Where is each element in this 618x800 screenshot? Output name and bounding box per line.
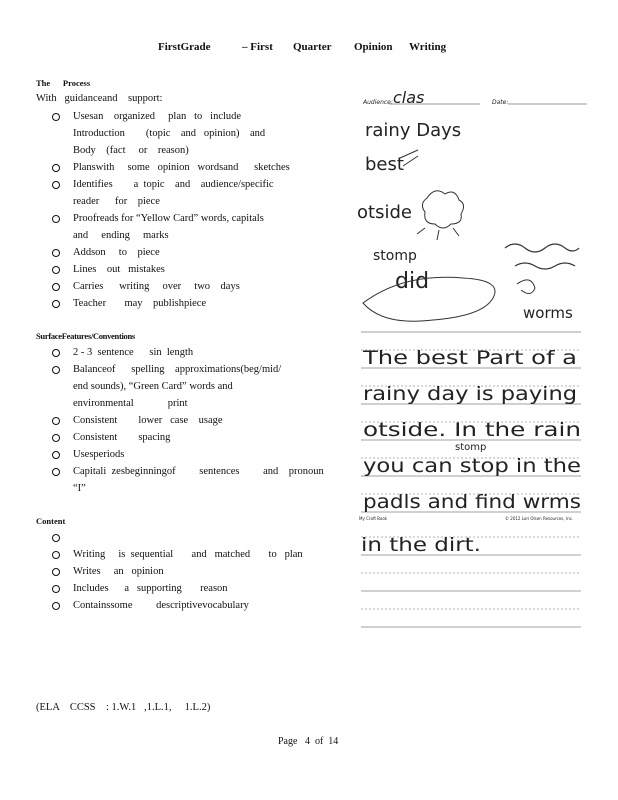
date-label: Date:	[492, 99, 509, 106]
checkbox-icon	[52, 551, 60, 559]
list-item: 2 - 3 sentence sin length	[52, 344, 332, 361]
checkbox-icon	[52, 534, 60, 542]
checkbox-icon	[52, 181, 60, 189]
title-part: – First	[242, 41, 273, 53]
content-list	[52, 529, 332, 614]
sentence-line: rainy day is paying	[363, 383, 577, 405]
sentence-line: padls and find wrms	[363, 491, 581, 513]
checkbox-icon	[52, 602, 60, 610]
writing-sample	[355, 88, 587, 633]
sentence-line: in the dirt.	[361, 534, 481, 556]
page-number: Page 4 of 14	[278, 736, 339, 747]
content-heading: Content	[36, 516, 66, 526]
worm-sketch	[517, 280, 535, 294]
checkbox-icon	[52, 417, 60, 425]
worm-sketch	[505, 244, 579, 252]
sun-doodle	[422, 191, 463, 228]
sketch-word: stomp	[373, 248, 417, 264]
title-part: Quarter	[293, 41, 332, 53]
writing-sample-drawing	[355, 88, 587, 633]
checkbox-icon	[52, 349, 60, 357]
sketch-word: worms	[523, 304, 573, 322]
checkbox-icon	[52, 300, 60, 308]
inserted-word: stomp	[455, 442, 487, 453]
checkbox-icon	[52, 585, 60, 593]
list-item: Containssome descriptivevocabulary	[52, 597, 332, 614]
checkbox-icon	[52, 451, 60, 459]
list-item: Usesperiods	[52, 446, 332, 463]
title-part: FirstGrade	[158, 41, 211, 53]
process-list	[52, 108, 332, 312]
audience-label: Audience:	[363, 99, 393, 106]
checkbox-icon	[52, 164, 60, 172]
list-item: Teacher may publishpiece	[52, 295, 332, 312]
title-part: Opinion	[354, 41, 393, 53]
topic-line: otside	[357, 202, 412, 223]
sheet-footer-left: My Craft Book	[359, 516, 388, 521]
list-item: Writing is sequential and matched to plan	[52, 546, 332, 563]
list-item: Consistent spacing	[52, 429, 332, 446]
list-item: Writes an opinion	[52, 563, 332, 580]
topic-line: best	[365, 154, 404, 175]
sentence-line: you can stop in the	[363, 455, 581, 477]
list-item: Planswith some opinion wordsand sketches	[52, 159, 332, 176]
checkbox-icon	[52, 266, 60, 274]
list-item	[52, 529, 332, 546]
checkbox-icon	[52, 215, 60, 223]
list-item: Proofreads for “Yellow Card” words, capitals and ending marks	[52, 210, 332, 244]
sketch-word: did	[395, 269, 430, 294]
audience-value: clas	[393, 88, 425, 107]
list-item: Identifies a topic and audience/specific reader for piece	[52, 176, 332, 210]
ruled-lines	[361, 332, 581, 627]
list-item: Usesan organized plan to include Introduction (topic and opinion) and Body (fact or reason)	[52, 108, 332, 159]
checkbox-icon	[52, 434, 60, 442]
sentence-line: otside. In the rain	[363, 419, 581, 441]
surface-heading: SurfaceFeatures/Conventions	[36, 331, 135, 341]
process-intro: With guidanceand support:	[36, 93, 163, 104]
checkbox-icon	[52, 249, 60, 257]
standards-reference: (ELA CCSS : 1.W.1 ,1.L.1, 1.L.2)	[36, 702, 211, 713]
topic-line: rainy Days	[365, 120, 462, 141]
list-item: Capitali zesbeginningof sentences and pronoun “I”	[52, 463, 332, 497]
list-item: Balanceof spelling approximations(beg/mid/ end sounds), “Green Card” words and environmental print	[52, 361, 332, 412]
process-heading: The Process	[36, 78, 91, 88]
checkbox-icon	[52, 113, 60, 121]
list-item: Includes a supporting reason	[52, 580, 332, 597]
list-item: Carries writing over two days	[52, 278, 332, 295]
surface-list	[52, 344, 332, 497]
list-item: Addson to piece	[52, 244, 332, 261]
title-part: Writing	[409, 41, 447, 53]
sheet-footer-right: © 2012 Lori Olsen Resources, Inc.	[505, 516, 574, 521]
checkbox-icon	[52, 283, 60, 291]
sun-rays	[417, 228, 459, 240]
list-item: Consistent lower case usage	[52, 412, 332, 429]
list-item: Lines out mistakes	[52, 261, 332, 278]
checkbox-icon	[52, 468, 60, 476]
worm-sketch	[515, 263, 575, 269]
checkbox-icon	[52, 568, 60, 576]
sentence-line: The best Part of a	[361, 347, 577, 369]
checkbox-icon	[52, 366, 60, 374]
